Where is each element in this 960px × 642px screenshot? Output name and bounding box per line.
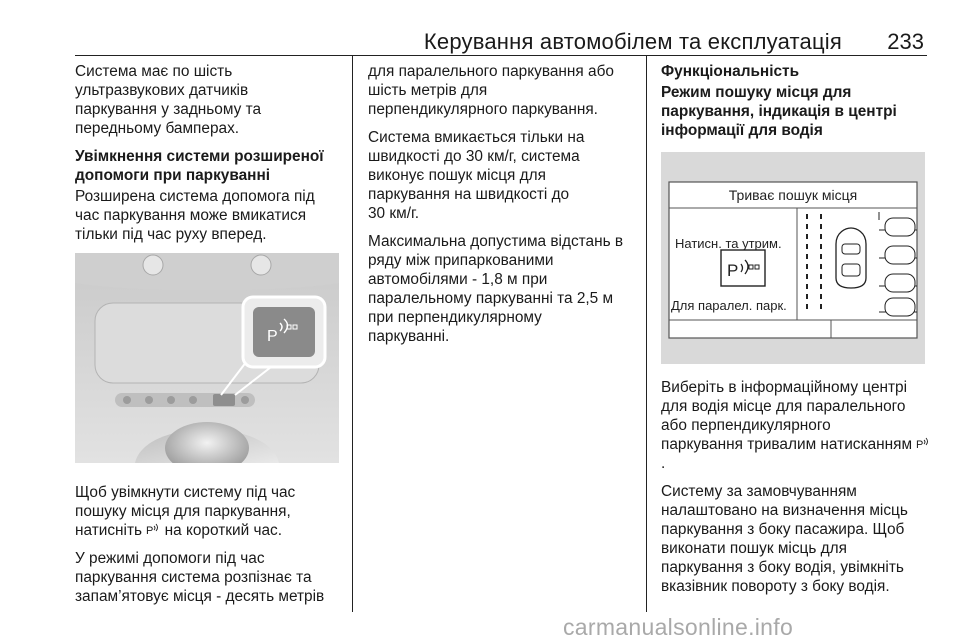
select-paragraph: Виберіть в інформаційному центрі для водія місце для паралельного або перпендикулярного паркування тривалим натисканням P . [661,378,931,473]
continuation-paragraph: для паралельного паркування або шість метрів для перпендикулярного паркування. [368,63,614,118]
distance-paragraph: Максимальна допустима відстань в ряду між припаркованими автомобілями - 1,8 м при паралельному паркуванні та 2,5 м при перпендикулярному паркуванні. [368,233,624,345]
svg-text:P: P [267,328,278,345]
section-heading: Увімкнення системи розширеної допомоги при паркуванні [75,148,324,184]
column-divider-1 [352,55,353,612]
column-3 [661,62,931,605]
activation-paragraph: Щоб увімкнути систему під час пошуку місця для паркування, натисніть P на короткий час. [75,484,296,539]
column-1 [75,62,345,615]
park-assist-icon [146,523,160,536]
display-press-hold: Натисн. та утрим. [675,236,782,251]
svg-text:P: P [727,261,739,280]
header-divider [75,55,927,56]
page-number: 233 [887,29,924,54]
column-2 [368,62,640,355]
mode-paragraph: У режимі допомоги під час паркування система розпізнає та запам’ятовує місця - десять метрів [75,550,325,605]
display-parallel-label: Для паралел. парк. [671,298,787,313]
header-title: Керування автомобілем та експлуатація [423,29,842,54]
svg-text:P: P [916,439,924,450]
watermark: carmanualsonline.info [563,614,794,640]
functionality-heading: Функціональність [661,63,800,80]
default-side-paragraph: Систему за замовчуванням налаштовано на визначення місць паркування з боку пасажира. Щоб виконати пошук місць для паркування з боку водія, увімкніть вказівник повороту з боку водія. [661,483,908,595]
driver-info-display [661,152,925,364]
speed-paragraph: Система вмикається тільки на швидкості до 30 км/г, система виконує пошук місця для паркування на швидкості до 30 км/г. [368,129,585,222]
section-paragraph: Розширена система допомога під час паркування може вмикатися тільки під час руху вперед. [75,188,315,243]
search-mode-heading: Режим пошуку місця для паркування, індикація в центрі інформації для водія [661,84,897,139]
park-assist-icon [916,437,930,450]
driver-info-display-figure [661,152,925,364]
column-divider-2 [646,55,647,612]
display-banner: Триває пошук місця [728,187,858,203]
console-photo [75,253,339,463]
console-illustration [75,253,339,463]
intro-paragraph: Система має по шість ультразвукових датчиків паркування у задньому та передньому бамперах. [75,63,262,137]
svg-text:P: P [146,525,154,536]
